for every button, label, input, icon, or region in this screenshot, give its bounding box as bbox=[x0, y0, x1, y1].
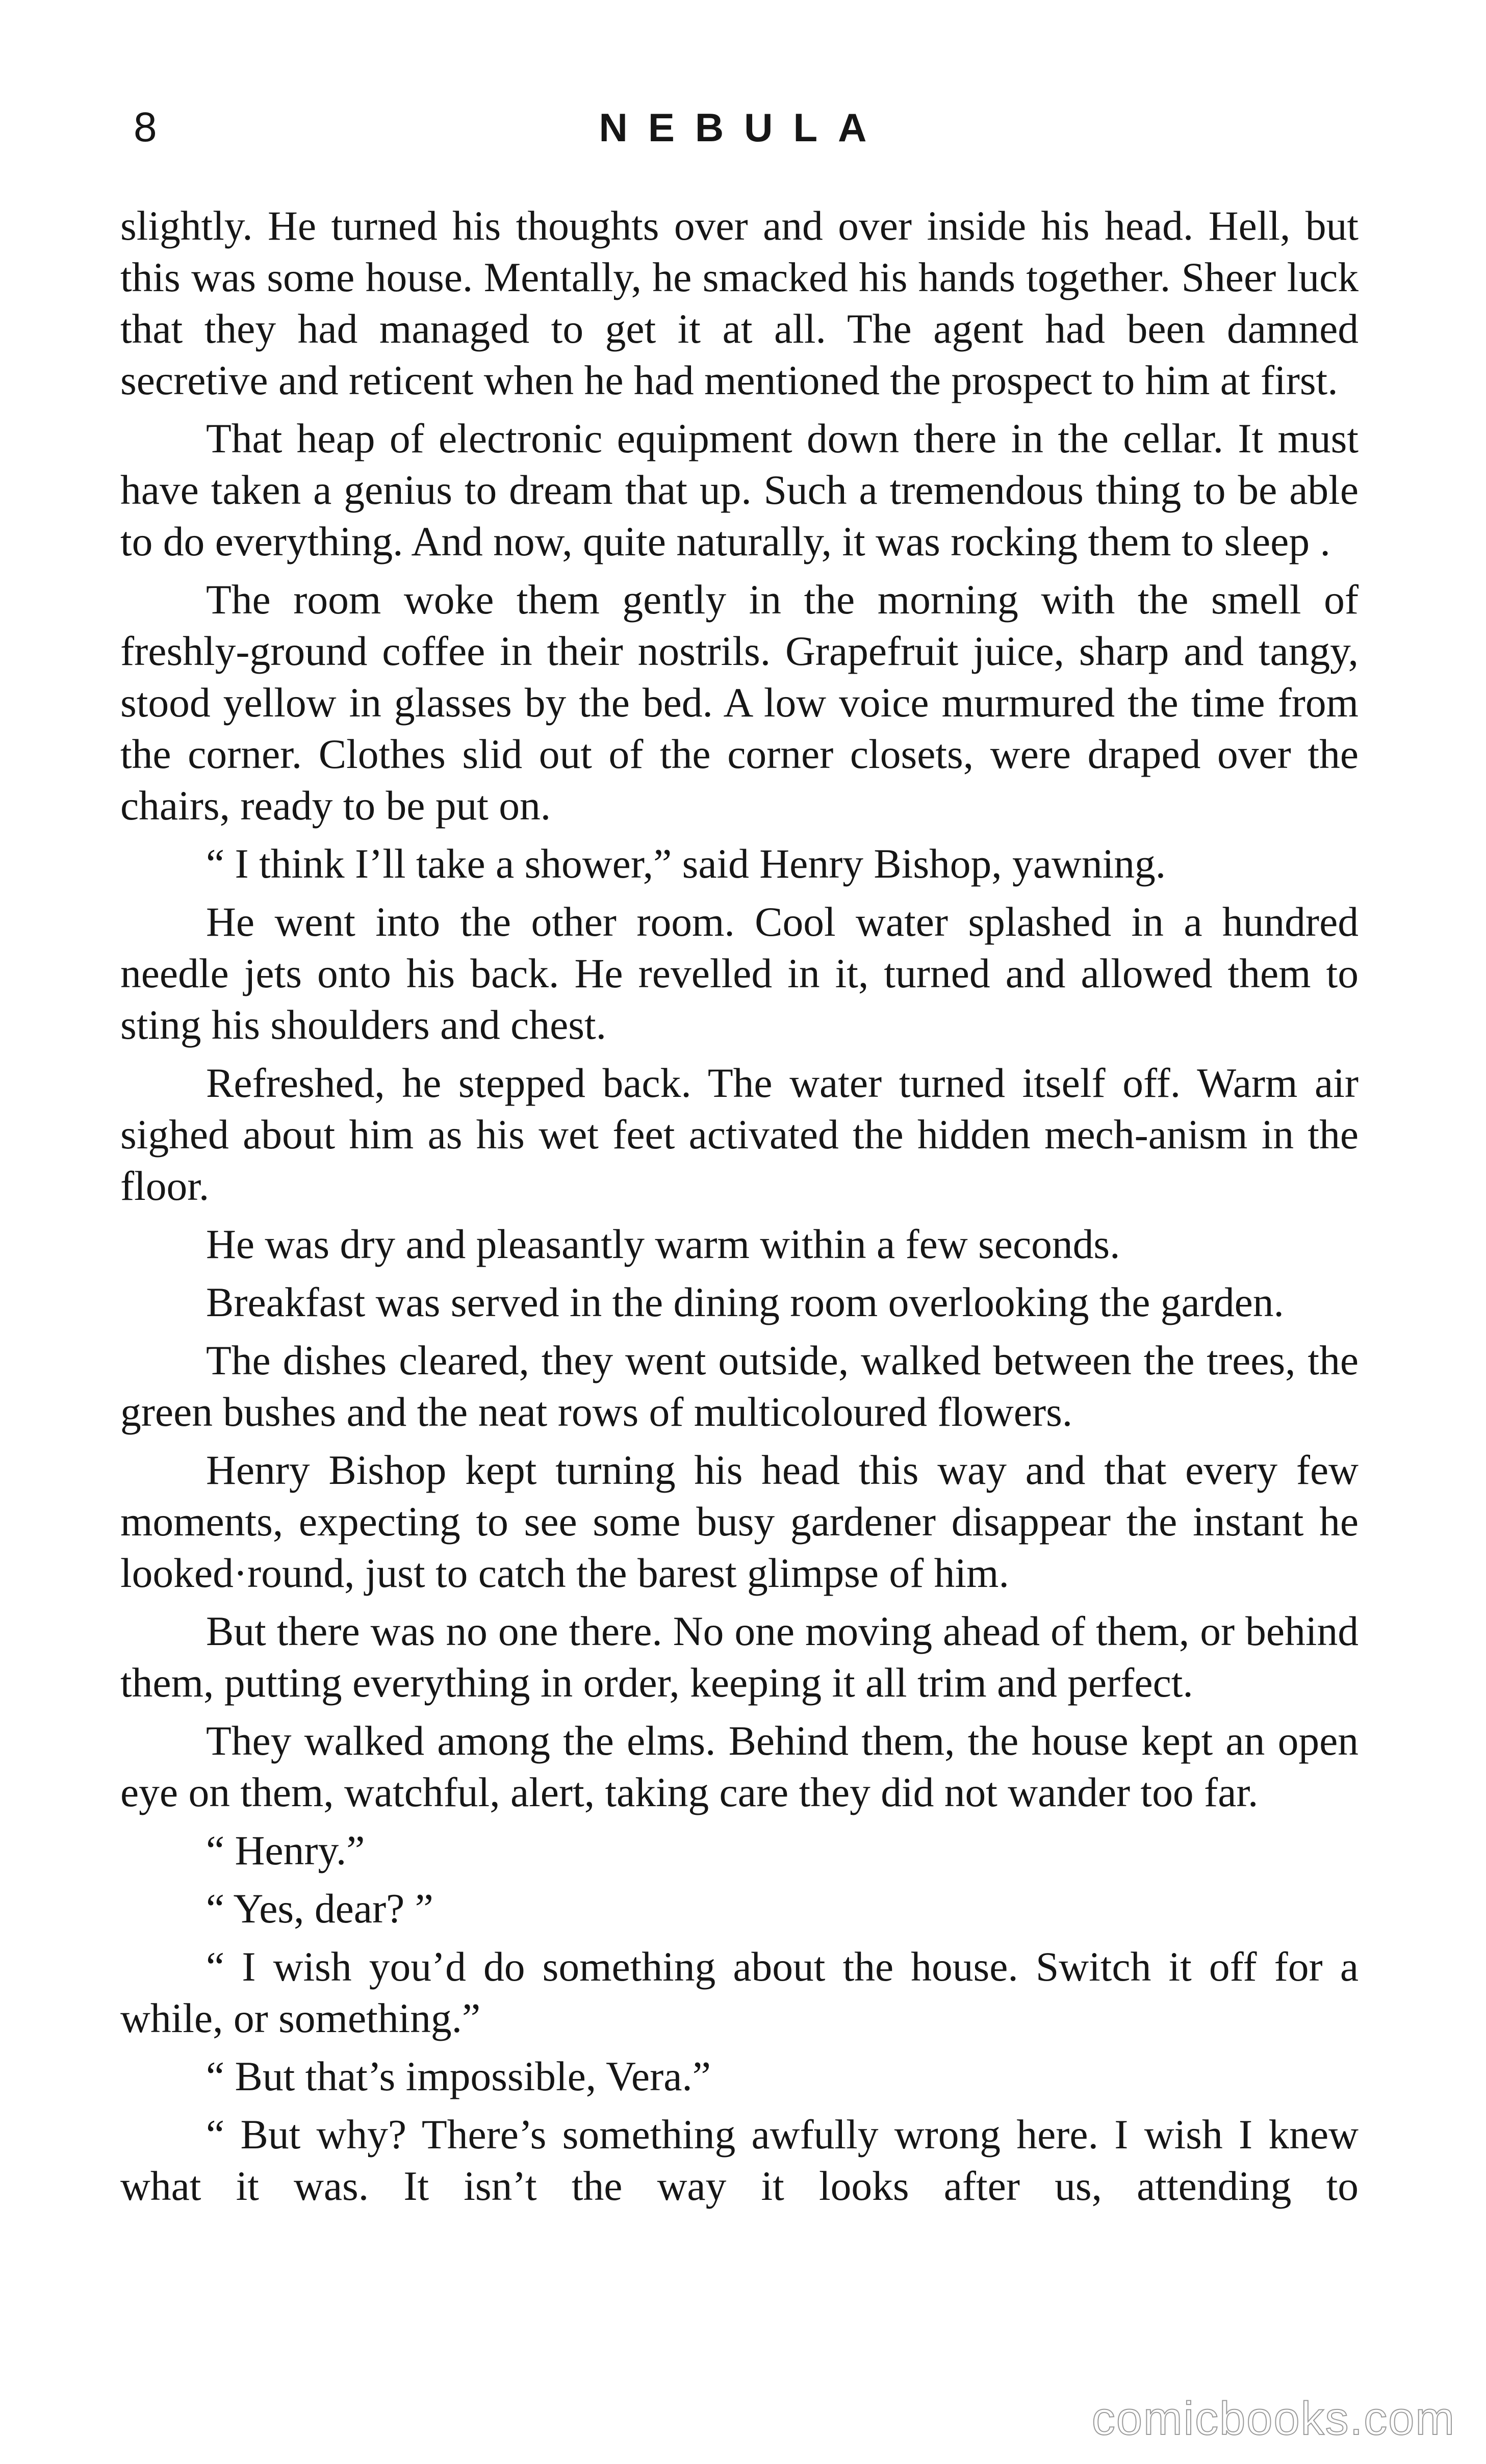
paragraph: “ Yes, dear? ” bbox=[206, 1885, 433, 1932]
paragraph: “ I think I’ll take a shower,” said Henry Bishop, yawning. bbox=[206, 840, 1166, 887]
paragraph: Breakfast was served in the dining room overlooking the garden. bbox=[206, 1279, 1284, 1325]
paragraph: But there was no one there. No one moving ahead of them, or behind them, putting everything in order, keeping it all trim and perfect. bbox=[120, 1608, 1359, 1706]
paragraph: Henry Bishop kept turning his head this way and that every few moments, expecting to see some busy gardener disappear the instant he looked·round, just to catch the barest glimpse of him. bbox=[120, 1447, 1359, 1596]
paragraph: “ But that’s impossible, Vera.” bbox=[206, 2053, 711, 2099]
paragraph: He went into the other room. Cool water splashed in a hundred needle jets onto his back. He revelled in it, turned and allowed them to sting his shoulders and chest. bbox=[120, 899, 1359, 1048]
paragraph: He was dry and pleasantly warm within a few seconds. bbox=[206, 1221, 1120, 1267]
paragraph: That heap of electronic equipment down there in the cellar. It must have taken a genius to dream that up. Such a tremendous thing to be able to do everything. And now, quite naturally, it was rocking them to sleep . bbox=[120, 415, 1359, 564]
running-title: NEBULA bbox=[599, 105, 887, 150]
body-text bbox=[120, 200, 1359, 2212]
paragraph: slightly. He turned his thoughts over and over inside his head. Hell, but this was some house. Mentally, he smacked his hands together. Sheer luck that they had managed to get it at all. The agent had been damned secretive and reticent when he had mentioned the prospect to him at first. bbox=[120, 202, 1359, 403]
paragraph: The room woke them gently in the morning with the smell of freshly-ground coffee in their nostrils. Grapefruit juice, sharp and tangy, stood yellow in glasses by the bed. A low voice murmured the time from the corner. Clothes slid out of the corner closets, were draped over the chairs, ready to be put on. bbox=[120, 576, 1359, 829]
paragraph: “ Henry.” bbox=[206, 1827, 365, 1873]
page-header bbox=[0, 97, 1486, 158]
paragraph: They walked among the elms. Behind them, the house kept an open eye on them, watchful, alert, taking care they did not wander too far. bbox=[120, 1717, 1359, 1815]
watermark: comicbooks.com bbox=[1091, 2393, 1455, 2445]
paragraph: “ I wish you’d do something about the house. Switch it off for a while, or something.” bbox=[120, 1943, 1359, 2041]
paragraph: Refreshed, he stepped back. The water turned itself off. Warm air sighed about him as his wet feet activated the hidden mech-anism in the floor. bbox=[120, 1060, 1359, 1209]
page-number: 8 bbox=[134, 104, 157, 150]
paragraph: The dishes cleared, they went outside, walked between the trees, the green bushes and the neat rows of multicoloured flowers. bbox=[120, 1337, 1359, 1435]
paragraph: “ But why? There’s something awfully wrong here. I wish I knew what it was. It isn’t the way it looks after us, attending to bbox=[120, 2111, 1359, 2209]
